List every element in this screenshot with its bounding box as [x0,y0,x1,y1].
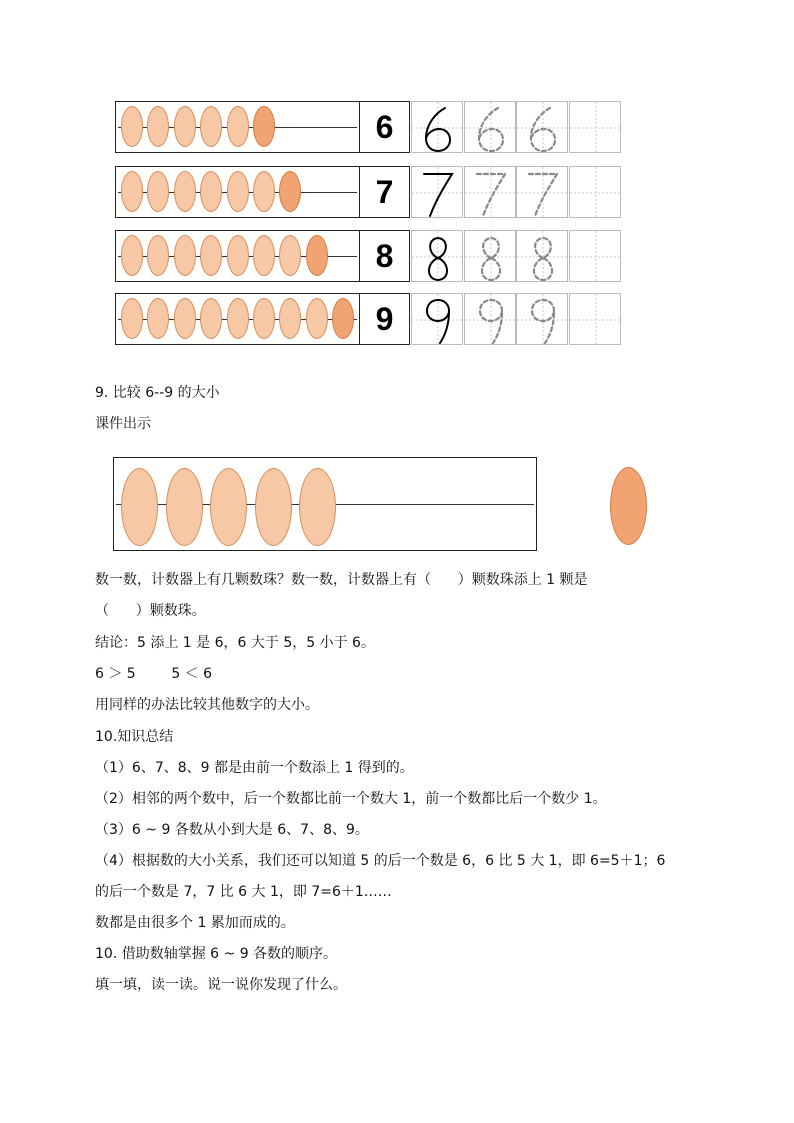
digit-trace-cell[interactable] [516,101,568,153]
bead [121,235,143,276]
summary-point-4-end: 数都是由很多个 1 累加而成的。 [95,915,295,931]
digit-trace-cell[interactable] [516,230,568,282]
grid-guides [465,102,517,154]
fill-read-instruction: 填一填，读一读。说一说你发现了什么。 [95,977,347,993]
bead [253,171,275,212]
digit-model-cell [411,101,463,153]
inequality-text: 6 ＞ 5 5 ＜ 6 [95,666,213,682]
digit-blank-cell[interactable] [569,101,621,153]
bead [166,468,203,546]
grid-guides [517,102,569,154]
summary-point-4-cont: 的后一个数是 7，7 比 6 大 1，即 7=6＋1…… [95,884,392,900]
grid-guides [465,294,517,346]
digit-trace-cell[interactable] [464,293,516,345]
count-question: 数一数，计数器上有几颗数珠？数一数，计数器上有（ ）颗数珠添上 1 颗是 [95,572,588,588]
digit-dashed-stroke [531,108,555,151]
number-box: 8 [360,230,410,282]
bead [174,298,196,339]
summary-point-2: （2）相邻的两个数中，后一个数都比前一个数大 1，前一个数都比后一个数少 1。 [95,791,607,807]
bead [121,106,143,147]
summary-point-3: （3）6 ~ 9 各数从小到大是 6、7、8、9。 [95,822,369,838]
digit-blank-cell[interactable] [569,166,621,218]
heading-number-line: 10. 借助数轴掌握 6 ~ 9 各数的顺序。 [95,946,338,962]
bead [121,298,143,339]
grid-guides [412,294,464,346]
grid-guides [412,102,464,154]
count-question-cont: （ ）颗数珠。 [95,603,206,619]
conclusion-text: 结论：5 添上 1 是 6，6 大于 5，5 小于 6。 [95,635,375,651]
grid-guides [570,102,622,154]
digit-trace-cell[interactable] [516,293,568,345]
bead [121,171,143,212]
added-bead [306,235,328,276]
bead [174,235,196,276]
digit-model-cell [411,166,463,218]
bead [306,298,328,339]
grid-guides [517,294,569,346]
bead [255,468,292,546]
same-method-text: 用同样的办法比较其他数字的大小。 [95,697,319,713]
digit-dashed-stroke [479,108,503,151]
digit-trace-cell[interactable] [516,166,568,218]
digit-model-cell [411,230,463,282]
bead [174,171,196,212]
bead [299,468,336,546]
bead [121,468,158,546]
summary-point-4: （4）根据数的大小关系，我们还可以知道 5 的后一个数是 6，6 比 5 大 1，即 6=5＋1；6 [95,853,666,869]
grid-guides [465,167,517,219]
grid-guides [517,167,569,219]
bead [227,106,249,147]
grid-guides [412,231,464,283]
heading-summary: 10.知识总结 [95,729,174,745]
grid-guides [517,231,569,283]
grid-guides [570,231,622,283]
grid-guides [412,167,464,219]
extra-bead [610,467,647,545]
digit-blank-cell[interactable] [569,293,621,345]
bead [253,235,275,276]
counter-row-7 [115,166,621,220]
counter-row-9 [115,293,621,347]
digit-model-cell [411,293,463,345]
bead [210,468,247,546]
grid-guides [570,167,622,219]
grid-guides [465,231,517,283]
bead [227,171,249,212]
bead [227,235,249,276]
bead [174,106,196,147]
heading-compare: 9. 比较 6--9 的大小 [95,385,220,401]
bead [253,298,275,339]
bead [227,298,249,339]
digit-trace-cell[interactable] [464,101,516,153]
added-bead [253,106,275,147]
grid-guides [570,294,622,346]
digit-trace-cell[interactable] [464,230,516,282]
counter-row-8 [115,230,621,284]
digit-blank-cell[interactable] [569,230,621,282]
summary-point-1: （1）6、7、8、9 都是由前一个数添上 1 得到的。 [95,760,414,776]
digit-trace-cell[interactable] [464,166,516,218]
number-box: 7 [360,166,410,218]
compare-abacus [113,457,537,551]
number-box: 6 [360,101,410,153]
courseware-label: 课件出示 [95,416,151,432]
number-box: 9 [360,293,410,345]
counter-row-6 [115,101,621,155]
